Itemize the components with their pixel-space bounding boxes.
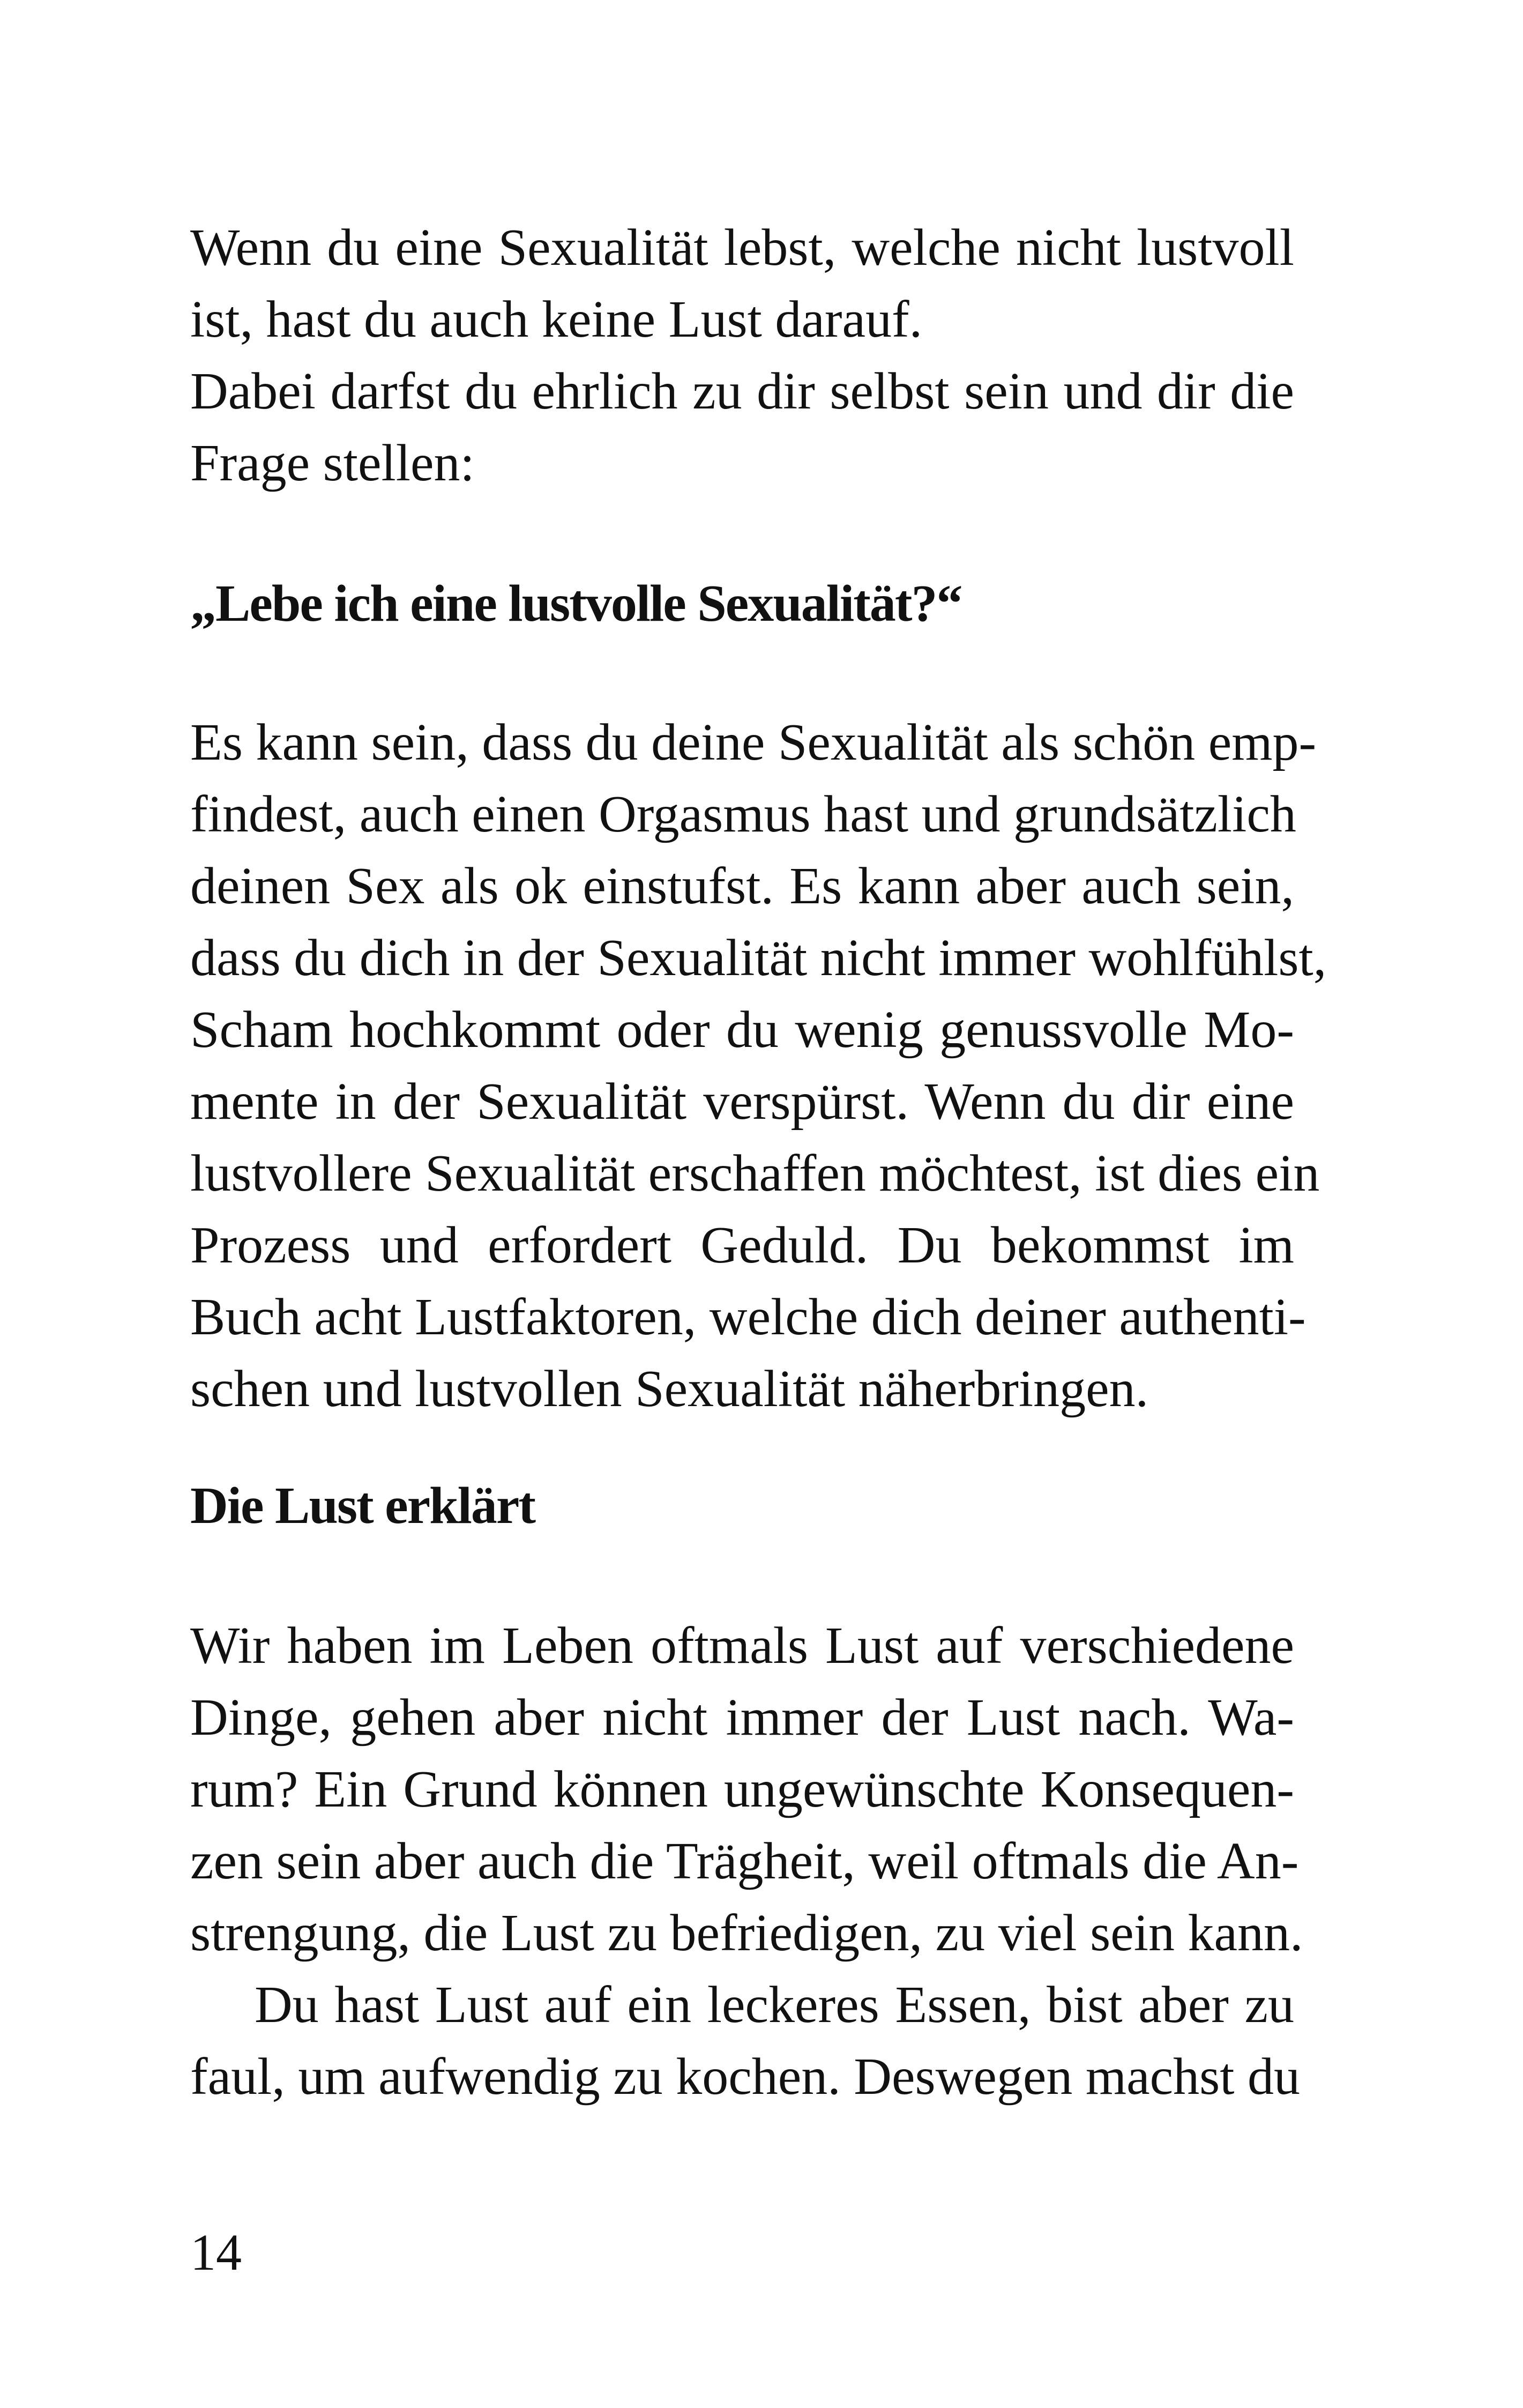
question-heading: „Lebe ich eine lustvolle Sexualität?“ <box>190 575 962 633</box>
text-line: Frage stellen: <box>190 434 475 492</box>
paragraph-question-lead <box>190 355 1294 499</box>
text-line: lustvollere Sexualität erschaffen möchtest, ist dies ein <box>190 1144 1320 1202</box>
text-line: Wir haben im Leben oftmals Lust auf verschiedene <box>190 1617 1294 1675</box>
text-line: deinen Sex als ok einstufst. Es kann aber auch sein, <box>190 857 1294 915</box>
text-line: Dabei darfst du ehrlich zu dir selbst sein und dir die <box>190 362 1294 420</box>
paragraph-food-example <box>190 1969 1300 2113</box>
text-line: strengung, die Lust zu befriedigen, zu viel sein kann. <box>190 1904 1303 1962</box>
text-line: Dinge, gehen aber nicht immer der Lust nach. Wa- <box>190 1689 1294 1746</box>
paragraph-lust-explained <box>190 1610 1303 1969</box>
text-line: Prozess und erfordert Geduld. Du bekommst im <box>190 1216 1294 1274</box>
text-line: schen und lustvollen Sexualität näherbringen. <box>190 1360 1149 1418</box>
text-line: findest, auch einen Orgasmus hast und grundsätzlich <box>190 785 1296 843</box>
text-line: Scham hochkommt oder du wenig genussvolle Mo- <box>190 1001 1294 1059</box>
paragraph-intro <box>190 212 1294 355</box>
page-number: 14 <box>190 2224 242 2281</box>
text-line: zen sein aber auch die Trägheit, weil oftmals die An- <box>190 1832 1299 1890</box>
paragraph-sexuality <box>190 707 1327 1425</box>
text-line: Wenn du eine Sexualität lebst, welche nicht lustvoll <box>190 219 1294 277</box>
text-line: mente in der Sexualität verspürst. Wenn du dir eine <box>190 1073 1294 1131</box>
text-line: Du hast Lust auf ein leckeres Essen, bist aber zu <box>255 1976 1294 2034</box>
text-line: Es kann sein, dass du deine Sexualität als schön emp- <box>190 714 1317 771</box>
text-line: dass du dich in der Sexualität nicht immer wohlfühlst, <box>190 929 1327 987</box>
text-line: Buch acht Lustfaktoren, welche dich deiner authenti- <box>190 1288 1306 1346</box>
text-line: faul, um aufwendig zu kochen. Deswegen machst du <box>190 2048 1300 2106</box>
text-line: rum? Ein Grund können ungewünschte Konsequen- <box>190 1760 1294 1818</box>
section-heading: Die Lust erklärt <box>190 1477 535 1535</box>
text-line: ist, hast du auch keine Lust darauf. <box>190 291 923 348</box>
